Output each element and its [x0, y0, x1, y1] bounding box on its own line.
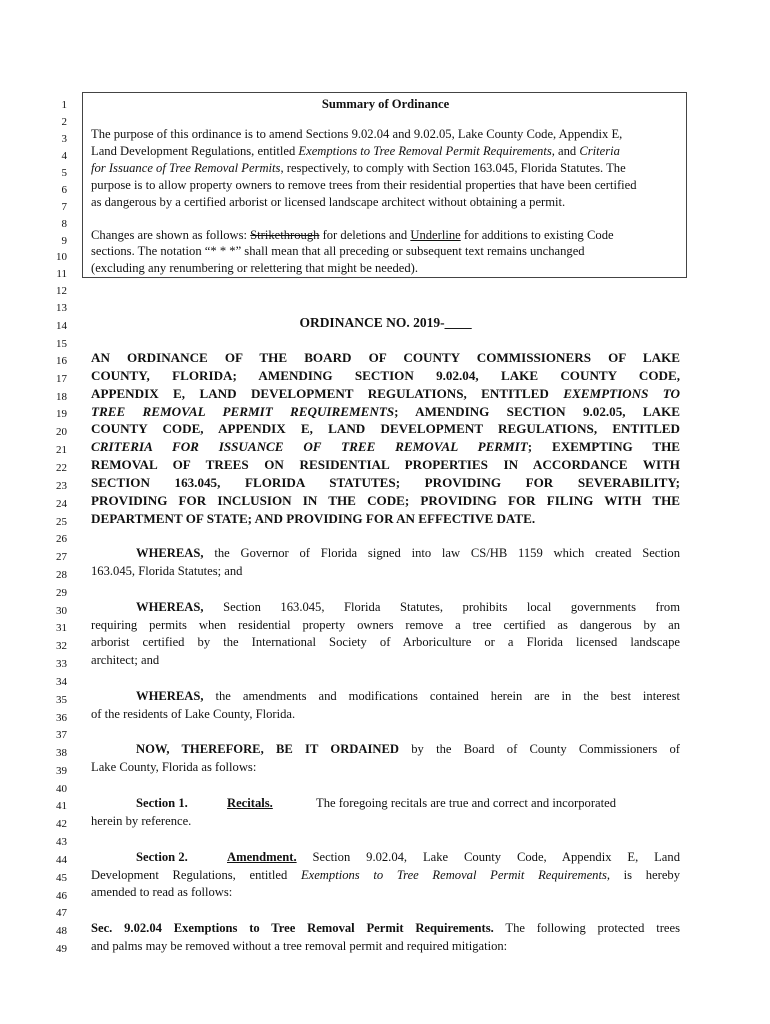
italic-text-run: EXEMPTIONS TO [563, 386, 680, 401]
section-2-line [91, 867, 680, 885]
line-number: 42 [56, 818, 67, 830]
line-number: 20 [56, 426, 67, 438]
line-number: 2 [61, 116, 67, 128]
line-number: 38 [56, 747, 67, 759]
whereas-lead: WHEREAS, [136, 600, 204, 614]
line-number: 35 [56, 694, 67, 706]
italic-text-run: TREE REMOVAL PERMIT REQUIREMENTS [91, 404, 395, 419]
line-number: 47 [56, 907, 67, 919]
line-number: 31 [56, 622, 67, 634]
section-2-line [136, 849, 680, 867]
line-number: 18 [56, 391, 67, 403]
line-number: 10 [56, 251, 67, 263]
caption-line: SECTION 163.045, FLORIDA STATUTES; PROVIDING FOR SEVERABILITY; [91, 475, 680, 490]
section-number: Section 1. [136, 796, 188, 810]
line-number: 28 [56, 569, 67, 581]
caption-line: REMOVAL OF TREES ON RESIDENTIAL PROPERTIES IN ACCORDANCE WITH [91, 457, 680, 472]
line-number: 36 [56, 712, 67, 724]
line-number: 6 [61, 184, 67, 196]
ordaining-line [136, 741, 680, 759]
whereas-line: requiring permits when residential property owners remove a tree certified as dangerous by an [91, 618, 680, 632]
text-run: Changes are shown as follows: [91, 228, 251, 242]
whereas-line [136, 688, 680, 706]
whereas-line: of the residents of Lake County, Florida. [91, 707, 296, 721]
caption-line: COUNTY CODE, APPENDIX E, LAND DEVELOPMENT REGULATIONS, ENTITLED [91, 421, 680, 436]
summary-title: Summary of Ordinance [321, 97, 450, 111]
section-2-first-line [227, 849, 680, 867]
line-number: 43 [56, 836, 67, 848]
line-number: 15 [56, 338, 67, 350]
caption-line: COUNTY, FLORIDA; AMENDING SECTION 9.02.04, LAKE COUNTY CODE, [91, 368, 680, 383]
line-number: 23 [56, 480, 67, 492]
text-run: Land Development Regulations, entitled [91, 144, 299, 158]
section-1-line: herein by reference. [91, 814, 192, 828]
line-number: 26 [56, 533, 67, 545]
line-number: 8 [61, 218, 67, 230]
italic-text-run: Exemptions to Tree Removal Permit Requirements, [298, 144, 555, 158]
summary-p2-line: sections. The notation “* * *” shall mean that all preceding or subsequent text remains unchanged [91, 244, 585, 258]
line-number: 12 [56, 285, 67, 297]
line-number: 4 [61, 150, 67, 162]
whereas-line [136, 545, 680, 563]
ordaining-line: Lake County, Florida as follows: [91, 760, 257, 774]
text-run: , respectively, to comply with Section 163.045, Florida Statutes. The [280, 161, 626, 175]
text-run: ; AMENDING SECTION 9.02.05, LAKE [394, 404, 680, 419]
section-2-line: amended to read as follows: [91, 885, 233, 899]
section-1-line [136, 795, 680, 813]
line-number: 19 [56, 408, 67, 420]
text-run: APPENDIX E, LAND DEVELOPMENT REGULATIONS, ENTITLED [91, 386, 564, 401]
whereas-line: architect; and [91, 653, 160, 667]
caption-line: AN ORDINANCE OF THE BOARD OF COUNTY COMMISSIONERS OF LAKE [91, 350, 680, 365]
line-number: 32 [56, 640, 67, 652]
caption-line: PROVIDING FOR INCLUSION IN THE CODE; PROVIDING FOR FILING WITH THE [91, 493, 680, 508]
text-run: Development Regulations, entitled [91, 868, 301, 882]
text-run: The following protected trees [493, 921, 680, 935]
italic-text-run: CRITERIA FOR ISSUANCE OF TREE REMOVAL PERMIT [91, 439, 528, 454]
line-number: 24 [56, 498, 67, 510]
text-run: for deletions and [319, 228, 411, 242]
line-number: 5 [61, 167, 67, 179]
line-number: 25 [56, 516, 67, 528]
ordinance-title: ORDINANCE NO. 2019-____ [299, 315, 472, 330]
summary-p1-line: purpose is to allow property owners to remove trees from their residential properties that have been certified [91, 178, 637, 192]
caption-line: DEPARTMENT OF STATE; AND PROVIDING FOR AN EFFECTIVE DATE. [91, 511, 536, 526]
code-section-line: and palms may be removed without a tree removal permit and required mitigation: [91, 939, 508, 953]
whereas-line: arborist certified by the International Society of Arboriculture or a Florida licensed landscape [91, 635, 680, 649]
section-heading: Amendment. [227, 850, 297, 864]
text-run: by the Board of County Commissioners of [398, 742, 680, 756]
text-run: The foregoing recitals are true and correct and incorporated [316, 796, 616, 810]
line-number: 45 [56, 872, 67, 884]
line-number: 44 [56, 854, 67, 866]
line-number: 16 [56, 355, 67, 367]
text-run: Section 163.045, Florida Statutes, prohibits local governments from [203, 600, 680, 614]
line-number: 37 [56, 729, 67, 741]
caption-line [91, 403, 680, 421]
line-number: 29 [56, 587, 67, 599]
line-number: 22 [56, 462, 67, 474]
text-run: and [554, 144, 580, 158]
ordaining-lead: NOW, THEREFORE, BE IT ORDAINED [136, 742, 399, 756]
italic-text-run: Criteria [579, 144, 620, 158]
code-section-line [91, 920, 680, 938]
line-number: 34 [56, 676, 67, 688]
line-number: 21 [56, 444, 67, 456]
text-run: Section 9.02.04, Lake County Code, Appendix E, Land [296, 850, 680, 864]
underline-sample: Underline [410, 228, 461, 242]
text-run: ; EXEMPTING THE [527, 439, 680, 454]
whereas-lead: WHEREAS, [136, 689, 204, 703]
section-heading: Recitals. [227, 796, 273, 810]
caption-line [91, 438, 680, 456]
line-number: 9 [61, 235, 67, 247]
text-run: the amendments and modifications contained herein are in the best interest [203, 689, 680, 703]
line-number: 39 [56, 765, 67, 777]
summary-p1-line [91, 143, 680, 161]
line-number: 3 [61, 133, 67, 145]
whereas-line: 163.045, Florida Statutes; and [91, 564, 243, 578]
line-number: 40 [56, 783, 67, 795]
line-number: 7 [61, 201, 67, 213]
text-run: is hereby [610, 868, 681, 882]
code-section-heading: Sec. 9.02.04 Exemptions to Tree Removal Permit Requirements. [91, 921, 494, 935]
text-run: for additions to existing Code [460, 228, 614, 242]
italic-text-run: for Issuance of Tree Removal Permits [91, 161, 281, 175]
whereas-lead: WHEREAS, [136, 546, 204, 560]
line-number: 13 [56, 302, 67, 314]
line-number: 46 [56, 890, 67, 902]
summary-p1-line: The purpose of this ordinance is to amend Sections 9.02.04 and 9.02.05, Lake County Code, Appendix E, [91, 127, 623, 141]
line-number: 33 [56, 658, 67, 670]
line-number: 30 [56, 605, 67, 617]
line-number: 11 [56, 268, 67, 280]
italic-text-run: Exemptions to Tree Removal Permit Requirements, [300, 868, 611, 882]
line-number: 14 [56, 320, 67, 332]
line-number: 41 [56, 800, 67, 812]
summary-p1-line: as dangerous by a certified arborist or licensed landscape architect without obtaining a permit. [91, 195, 566, 209]
text-run: the Governor of Florida signed into law CS/HB 1159 which created Section [203, 546, 680, 560]
line-number: 1 [61, 99, 67, 111]
whereas-line [136, 599, 680, 617]
summary-p2-line: (excluding any renumbering or relettering that might be needed). [91, 261, 418, 275]
line-number: 49 [56, 943, 67, 955]
section-number: Section 2. [136, 850, 188, 864]
line-number: 48 [56, 925, 67, 937]
strikethrough-sample: Strikethrough [250, 228, 320, 242]
line-number: 17 [56, 373, 67, 385]
summary-p1-line [91, 160, 680, 178]
line-number: 27 [56, 551, 67, 563]
caption-line [91, 385, 680, 403]
